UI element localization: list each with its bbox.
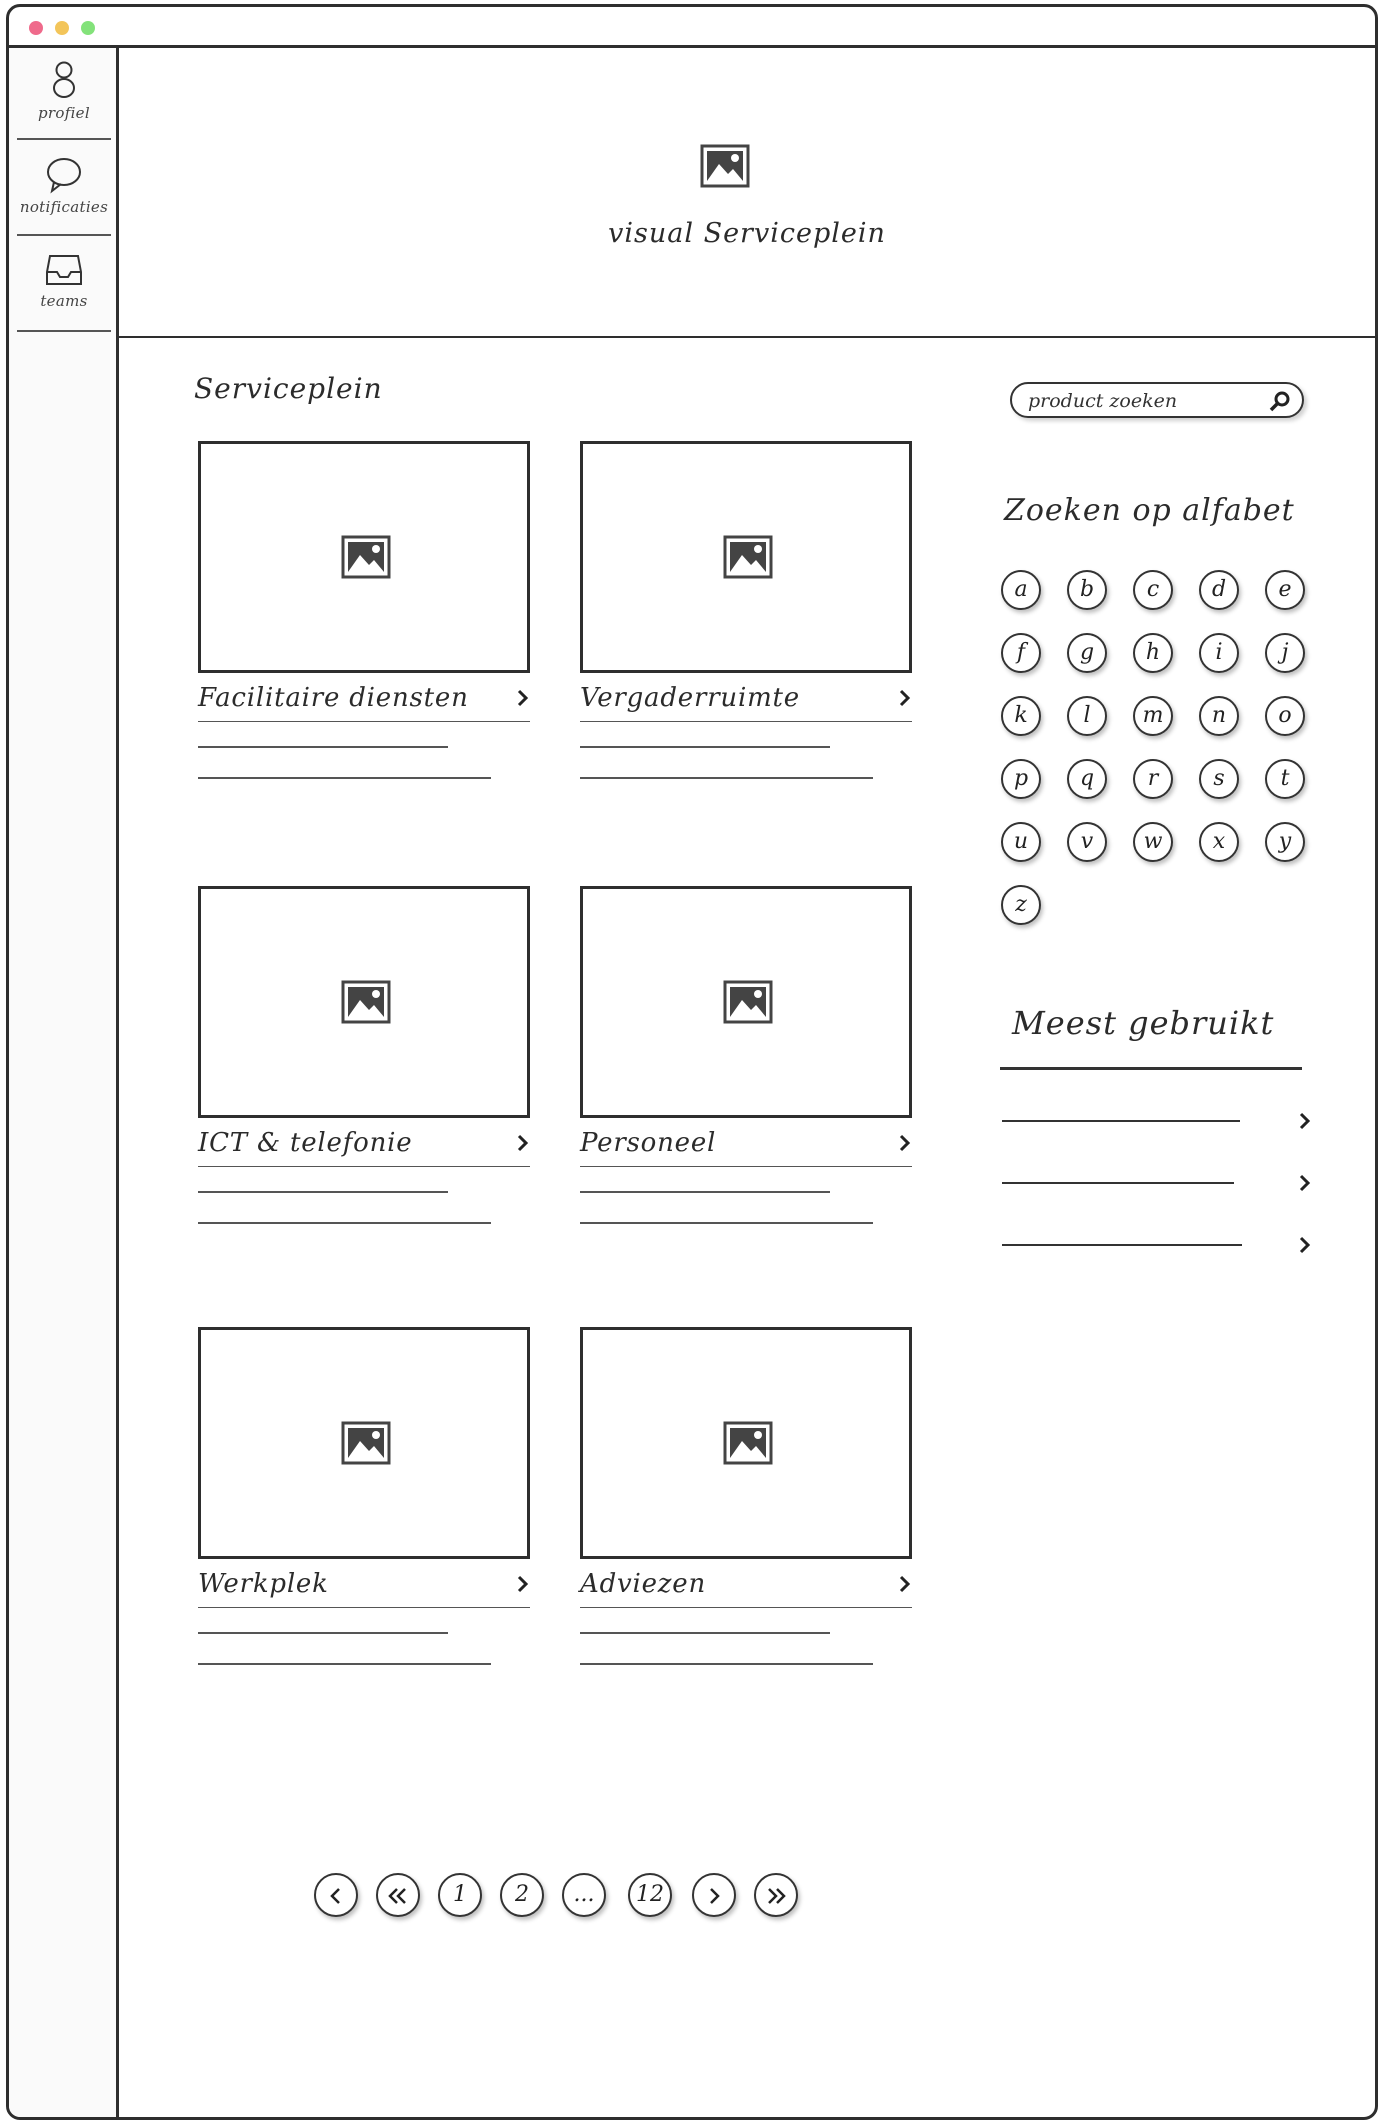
- chevron-right-icon: [704, 1886, 724, 1906]
- alphabet-letter-f[interactable]: f: [1001, 633, 1041, 673]
- pagination-ellipsis: ...: [562, 1873, 606, 1917]
- service-tile[interactable]: [198, 441, 530, 722]
- alphabet-letter-k[interactable]: k: [1001, 696, 1041, 736]
- service-tile[interactable]: [198, 886, 530, 1167]
- chevron-right-icon: [516, 1575, 530, 1593]
- inbox-tray-icon: [44, 252, 84, 288]
- double-chevron-right-icon: [765, 1886, 787, 1906]
- pagination-prev-button[interactable]: [314, 1873, 358, 1917]
- alphabet-letter-r[interactable]: r: [1133, 759, 1173, 799]
- chevron-right-icon: [1298, 1112, 1312, 1130]
- tile-title-link[interactable]: [198, 1559, 530, 1608]
- alphabet-letter-a[interactable]: a: [1001, 570, 1041, 610]
- chevron-right-icon: [1298, 1236, 1312, 1254]
- alphabet-letter-n[interactable]: n: [1199, 696, 1239, 736]
- chevron-left-icon: [326, 1886, 346, 1906]
- alphabet-letter-y[interactable]: y: [1265, 822, 1305, 862]
- most-used-item-line: [1002, 1244, 1242, 1246]
- most-used-item[interactable]: [1002, 1168, 1312, 1198]
- alphabet-letter-p[interactable]: p: [1001, 759, 1041, 799]
- image-placeholder-icon: [723, 1421, 773, 1465]
- tile-image[interactable]: [580, 1327, 912, 1559]
- tile-title: ICT & telefonie: [198, 1128, 413, 1158]
- alphabet-letter-j[interactable]: j: [1265, 633, 1305, 673]
- alphabet-letter-l[interactable]: l: [1067, 696, 1107, 736]
- tile-image[interactable]: [198, 441, 530, 673]
- tile-title-link[interactable]: [198, 673, 530, 722]
- alphabet-letter-b[interactable]: b: [1067, 570, 1107, 610]
- image-placeholder-icon: [723, 980, 773, 1024]
- tile-title-link[interactable]: [580, 673, 912, 722]
- chevron-right-icon: [516, 1134, 530, 1152]
- tile-image[interactable]: [580, 441, 912, 673]
- tile-title: Personeel: [580, 1128, 717, 1158]
- image-placeholder-icon: [341, 1421, 391, 1465]
- tile-text-line: [198, 1191, 448, 1193]
- alphabet-letter-e[interactable]: e: [1265, 570, 1305, 610]
- alphabet-letter-g[interactable]: g: [1067, 633, 1107, 673]
- title-bar: [9, 7, 1375, 48]
- tile-title: Vergaderruimte: [580, 683, 800, 713]
- tile-text-line: [580, 746, 830, 748]
- chevron-right-icon: [516, 689, 530, 707]
- chevron-right-icon: [1298, 1174, 1312, 1192]
- hero-visual: [119, 48, 1375, 338]
- sidebar-item-notificaties[interactable]: [17, 144, 111, 236]
- alphabet-letter-x[interactable]: x: [1199, 822, 1239, 862]
- pagination-page-2[interactable]: 2: [500, 1873, 544, 1917]
- page-title: Serviceplein: [194, 372, 383, 405]
- most-used-title: Meest gebruikt: [1012, 1004, 1275, 1042]
- close-window-button[interactable]: [29, 21, 43, 35]
- tile-title-link[interactable]: [580, 1559, 912, 1608]
- tile-image[interactable]: [580, 886, 912, 1118]
- double-chevron-left-icon: [387, 1886, 409, 1906]
- pagination-page-12[interactable]: 12: [628, 1873, 672, 1917]
- alphabet-letter-i[interactable]: i: [1199, 633, 1239, 673]
- service-tile[interactable]: [580, 1327, 912, 1608]
- alphabet-letter-c[interactable]: c: [1133, 570, 1173, 610]
- sidebar-item-teams[interactable]: [17, 240, 111, 332]
- alphabet-letter-t[interactable]: t: [1265, 759, 1305, 799]
- image-placeholder-icon: [723, 535, 773, 579]
- sidebar: [9, 48, 119, 2117]
- pagination-page-1[interactable]: 1: [438, 1873, 482, 1917]
- alphabet-letter-q[interactable]: q: [1067, 759, 1107, 799]
- pagination-first-button[interactable]: [376, 1873, 420, 1917]
- tile-image[interactable]: [198, 886, 530, 1118]
- tile-text-line: [580, 1222, 873, 1224]
- tile-text-line: [580, 1632, 830, 1634]
- search-icon[interactable]: [1268, 390, 1292, 414]
- chevron-right-icon: [898, 689, 912, 707]
- sidebar-item-label: profiel: [38, 104, 90, 122]
- chevron-right-icon: [898, 1575, 912, 1593]
- tile-title-link[interactable]: [198, 1118, 530, 1167]
- tile-title-link[interactable]: [580, 1118, 912, 1167]
- tile-text-line: [198, 746, 448, 748]
- most-used-item-line: [1002, 1120, 1240, 1122]
- most-used-item[interactable]: [1002, 1106, 1312, 1136]
- tile-text-line: [198, 777, 491, 779]
- tile-text-line: [580, 1663, 873, 1665]
- alphabet-letter-w[interactable]: w: [1133, 822, 1173, 862]
- alphabet-letter-o[interactable]: o: [1265, 696, 1305, 736]
- service-tile[interactable]: [580, 886, 912, 1167]
- tile-text-line: [580, 777, 873, 779]
- alphabet-letter-m[interactable]: m: [1133, 696, 1173, 736]
- alphabet-letter-s[interactable]: s: [1199, 759, 1239, 799]
- service-tile[interactable]: [198, 1327, 530, 1608]
- image-placeholder-icon: [341, 535, 391, 579]
- image-placeholder-icon: [700, 144, 750, 188]
- most-used-item[interactable]: [1002, 1230, 1312, 1260]
- sidebar-item-profiel[interactable]: [17, 48, 111, 140]
- pagination-next-button[interactable]: [692, 1873, 736, 1917]
- hero-caption: visual Serviceplein: [608, 218, 886, 249]
- alphabet-letter-z[interactable]: z: [1001, 885, 1041, 925]
- user-icon: [51, 60, 77, 100]
- most-used-divider: [1000, 1067, 1302, 1070]
- alphabet-letter-v[interactable]: v: [1067, 822, 1107, 862]
- tile-text-line: [580, 1191, 830, 1193]
- product-search-box[interactable]: [1010, 382, 1304, 418]
- tile-text-line: [198, 1222, 491, 1224]
- search-input[interactable]: [1026, 387, 1260, 415]
- most-used-item-line: [1002, 1182, 1234, 1184]
- alphabet-letter-u[interactable]: u: [1001, 822, 1041, 862]
- tile-title: Facilitaire diensten: [198, 683, 469, 713]
- pagination-last-button[interactable]: [754, 1873, 798, 1917]
- tile-title: Adviezen: [580, 1569, 707, 1599]
- maximize-window-button[interactable]: [81, 21, 95, 35]
- sidebar-item-label: teams: [40, 292, 88, 310]
- tile-image[interactable]: [198, 1327, 530, 1559]
- minimize-window-button[interactable]: [55, 21, 69, 35]
- alphabet-letter-d[interactable]: d: [1199, 570, 1239, 610]
- tile-text-line: [198, 1663, 491, 1665]
- alphabet-letter-h[interactable]: h: [1133, 633, 1173, 673]
- tile-title: Werkplek: [198, 1569, 329, 1599]
- chevron-right-icon: [898, 1134, 912, 1152]
- chat-bubble-icon: [44, 156, 84, 194]
- service-tile[interactable]: [580, 441, 912, 722]
- alphabet-search-title: Zoeken op alfabet: [1004, 493, 1295, 528]
- tile-text-line: [198, 1632, 448, 1634]
- image-placeholder-icon: [341, 980, 391, 1024]
- sidebar-item-label: notificaties: [19, 198, 109, 216]
